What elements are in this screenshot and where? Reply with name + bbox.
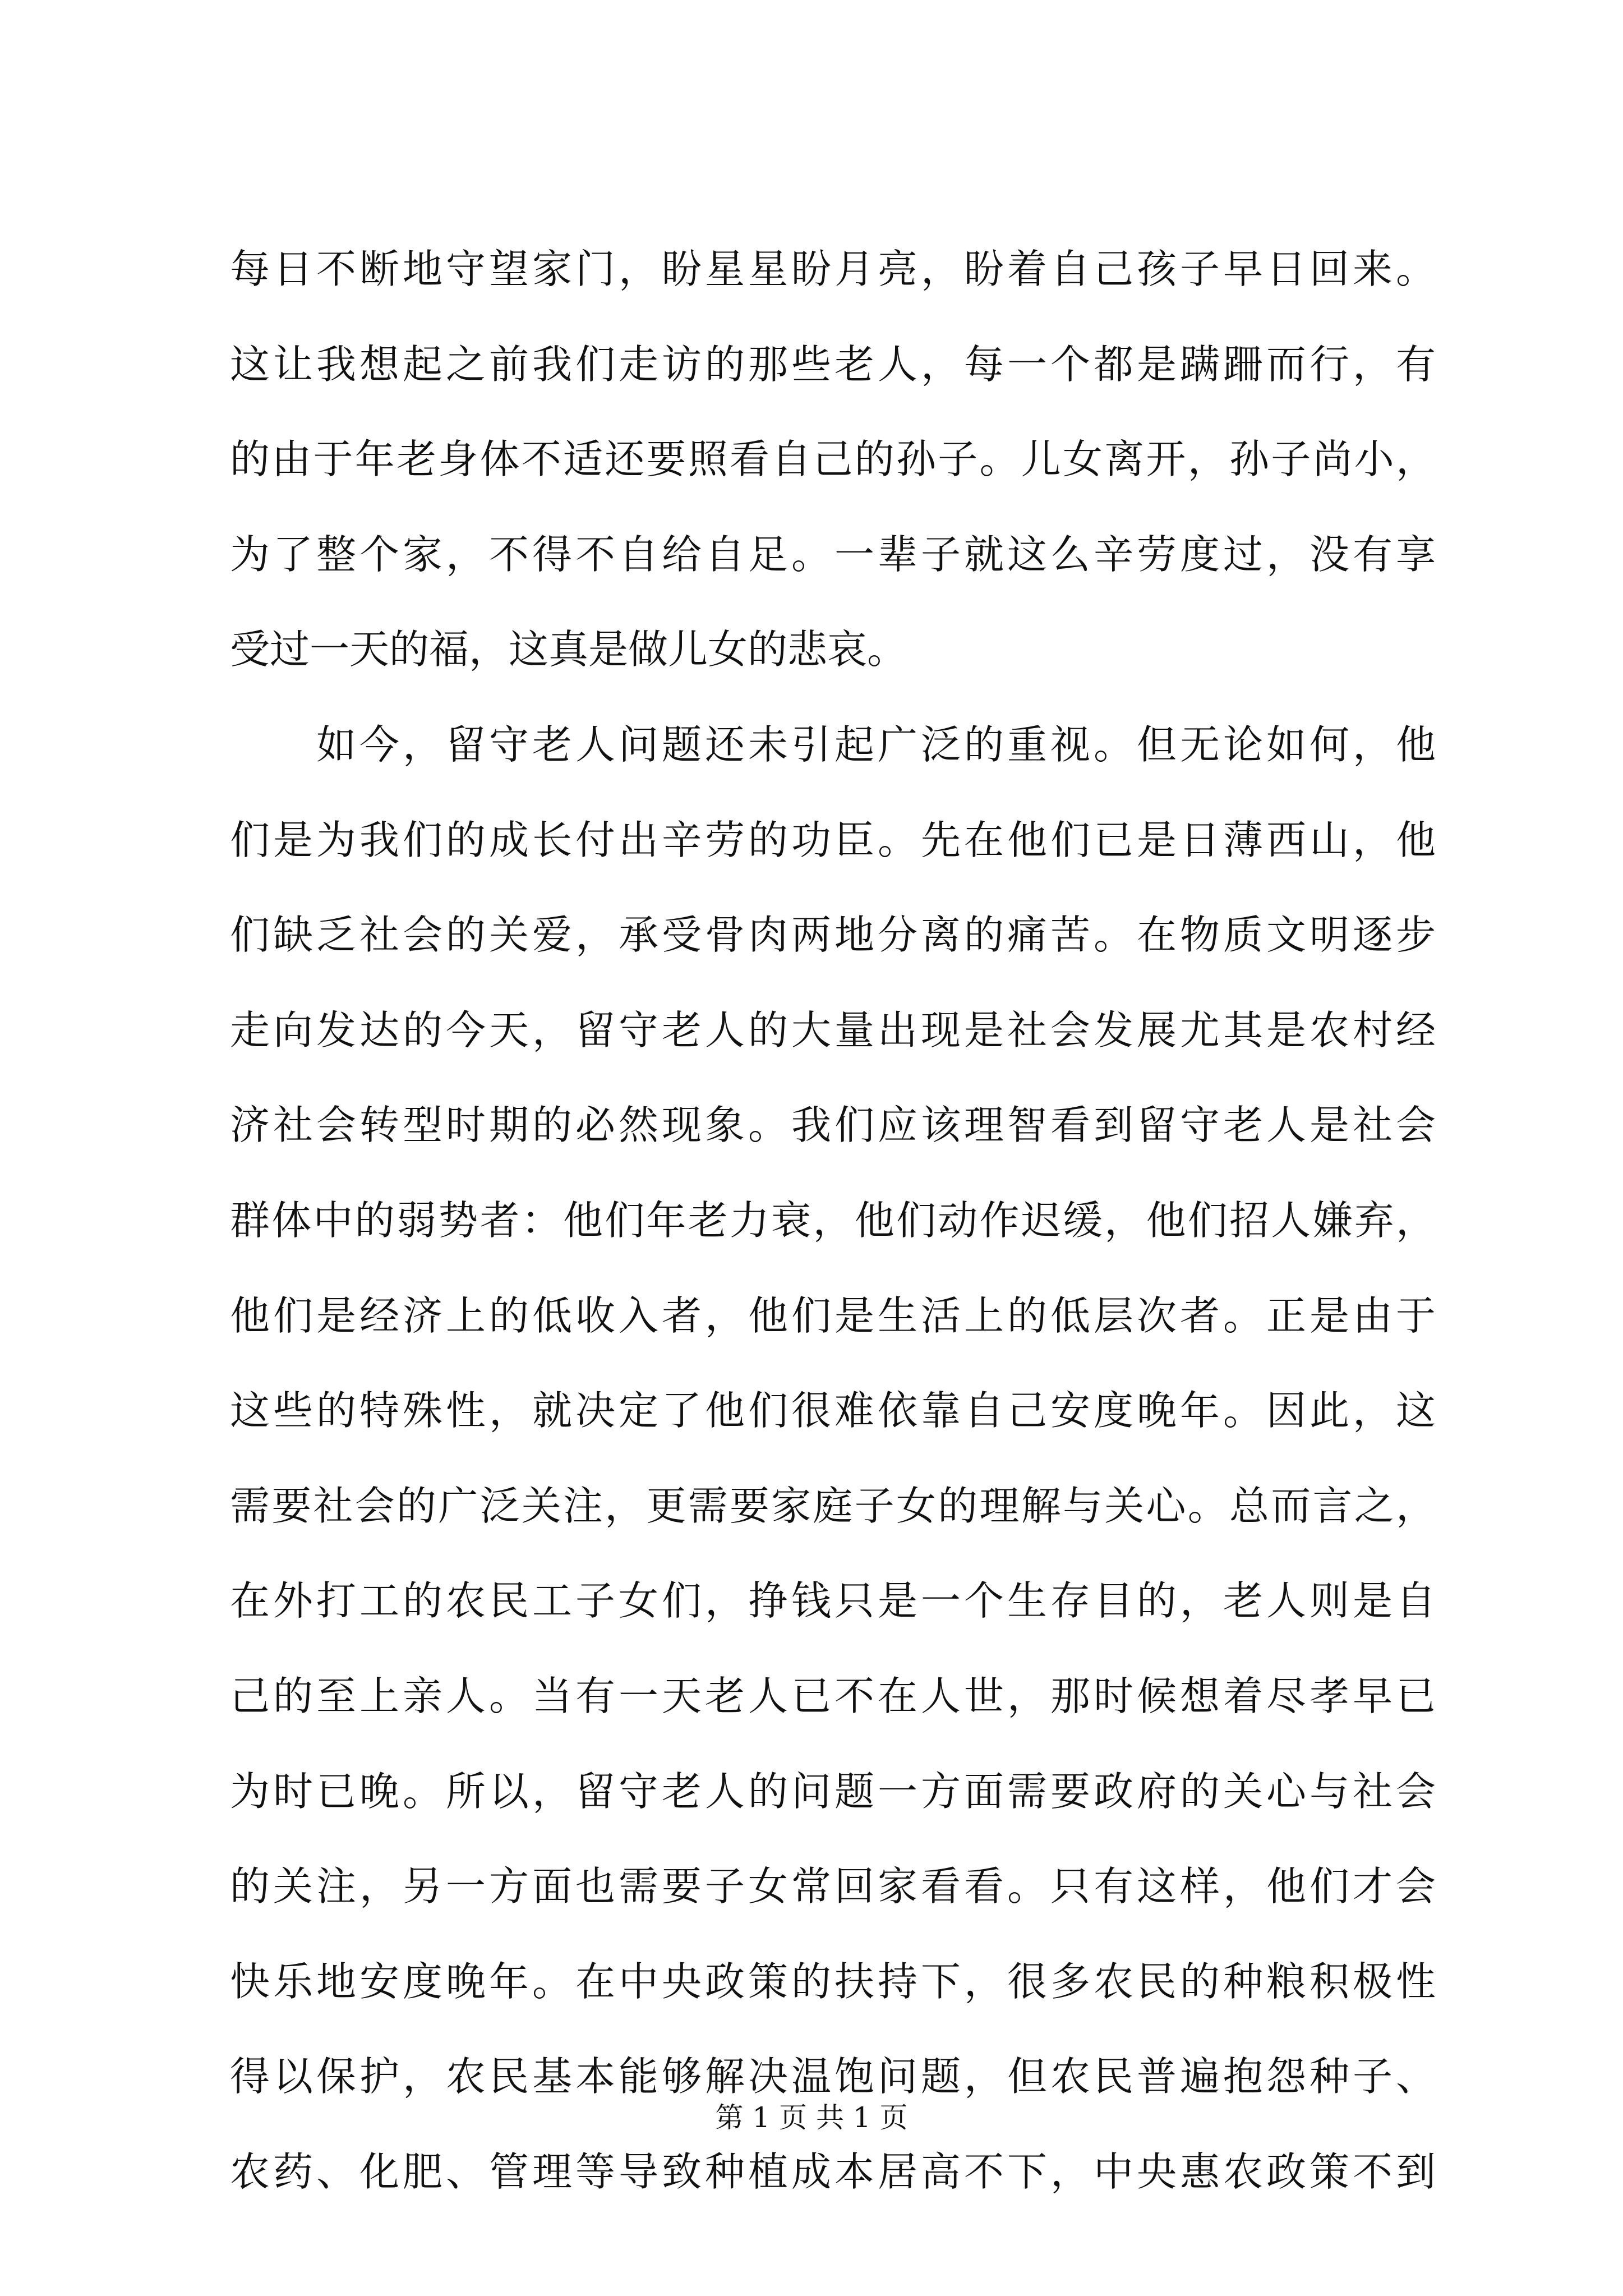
- text-line: 们是为我们的成长付出辛劳的功臣。先在他们已是日薄西山，他: [230, 816, 1436, 863]
- text-line: 的由于年老身体不适还要照看自己的孙子。儿女离开，孙子尚小，: [230, 436, 1436, 483]
- text-line: 这让我想起之前我们走访的那些老人，每一个都是蹒跚而行，有: [230, 341, 1436, 388]
- text-line: 为了整个家，不得不自给自足。一辈子就这么辛劳度过，没有享: [230, 531, 1436, 578]
- text-line: 为时已晚。所以，留守老人的问题一方面需要政府的关心与社会: [230, 1768, 1436, 1815]
- text-line: 这些的特殊性，就决定了他们很难依靠自己安度晚年。因此，这: [230, 1387, 1436, 1434]
- text-line: 需要社会的广泛关注，更需要家庭子女的理解与关心。总而言之，: [230, 1482, 1436, 1529]
- text-line: 群体中的弱势者：他们年老力衰，他们动作迟缓，他们招人嫌弃，: [230, 1197, 1436, 1244]
- text-line: 快乐地安度晚年。在中央政策的扶持下，很多农民的种粮积极性: [230, 1958, 1436, 2005]
- text-line: 得以保护，农民基本能够解决温饱问题，但农民普遍抱怨种子、: [230, 2053, 1436, 2100]
- text-line: 受过一天的福，这真是做儿女的悲哀。: [230, 626, 907, 673]
- page-footer: [0, 2095, 1623, 2140]
- text-line: 在外打工的农民工子女们，挣钱只是一个生存目的，老人则是自: [230, 1577, 1436, 1625]
- text-line: 己的至上亲人。当有一天老人已不在人世，那时候想着尽孝早已: [230, 1672, 1436, 1719]
- text-line: 的关注，另一方面也需要子女常回家看看。只有这样，他们才会: [230, 1863, 1436, 1910]
- text-line: 们缺乏社会的关爱，承受骨肉两地分离的痛苦。在物质文明逐步: [230, 912, 1436, 959]
- text-line: 如今，留守老人问题还未引起广泛的重视。但无论如何，他: [230, 721, 1436, 768]
- text-line: 农药、化肥、管理等导致种植成本居高不下，中央惠农政策不到: [230, 2148, 1436, 2195]
- text-line: 他们是经济上的低收入者，他们是生活上的低层次者。正是由于: [230, 1292, 1436, 1339]
- text-line: 走向发达的今天，留守老人的大量出现是社会发展尤其是农村经: [230, 1006, 1436, 1053]
- body-text: [230, 222, 1436, 2219]
- page-number: 第 1 页 共 1 页: [715, 2101, 908, 2134]
- text-line: 每日不断地守望家门，盼星星盼月亮，盼着自己孩子早日回来。: [230, 246, 1436, 292]
- text-line: 济社会转型时期的必然现象。我们应该理智看到留守老人是社会: [230, 1102, 1436, 1149]
